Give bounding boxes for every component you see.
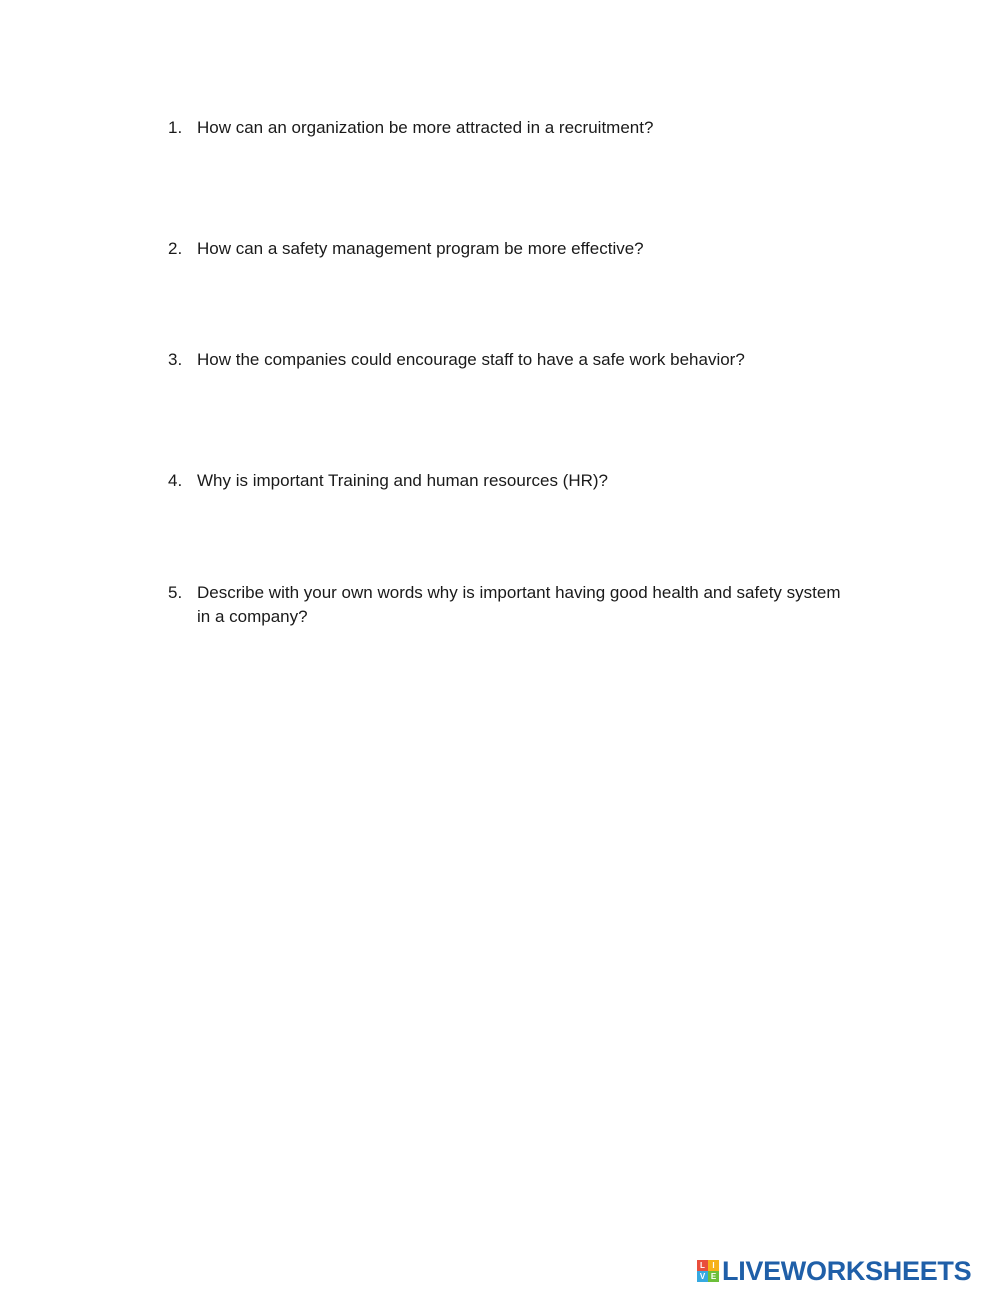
question-4-number: 4. (168, 471, 183, 490)
question-1-text: How can an organization be more attracted in a recruitment? (197, 118, 654, 137)
question-2-number: 2. (168, 239, 183, 258)
question-1 (168, 116, 858, 140)
liveworksheets-logo-icon (697, 1260, 719, 1282)
logo-letter-v: V (697, 1271, 708, 1282)
logo-letter-i: I (708, 1260, 719, 1271)
question-5-number: 5. (168, 583, 183, 602)
logo-letter-e: E (708, 1271, 719, 1282)
question-3-text: How the companies could encourage staff to have a safe work behavior? (197, 350, 745, 369)
liveworksheets-brand (697, 1256, 971, 1286)
question-5-text: Describe with your own words why is important having good health and safety system in a company? (197, 583, 841, 626)
question-1-number: 1. (168, 118, 183, 137)
question-2 (168, 237, 858, 261)
logo-letter-l: L (697, 1260, 708, 1271)
question-3-number: 3. (168, 350, 183, 369)
question-5 (168, 581, 858, 629)
question-3 (168, 348, 858, 372)
question-4 (168, 469, 858, 493)
question-4-text: Why is important Training and human resources (HR)? (197, 471, 608, 490)
question-2-text: How can a safety management program be more effective? (197, 239, 644, 258)
brand-name: LIVEWORKSHEETS (722, 1256, 972, 1286)
